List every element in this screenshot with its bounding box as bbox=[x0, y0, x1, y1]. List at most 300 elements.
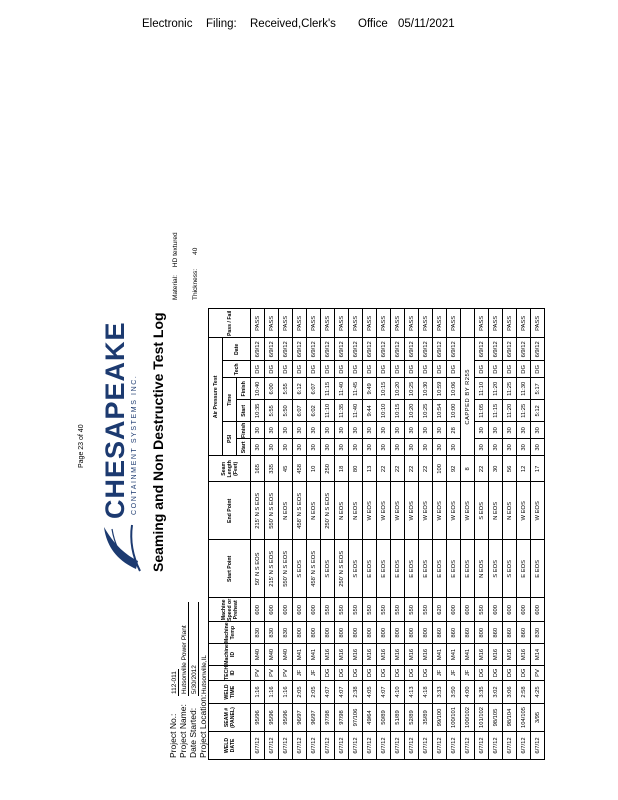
cell-mi: M41 bbox=[461, 644, 475, 666]
cell-ep: W EOS bbox=[377, 482, 391, 540]
cell-t2: 11:45 bbox=[349, 378, 363, 400]
cell-ms: 600 bbox=[489, 598, 503, 622]
cell-pf: PASS bbox=[377, 309, 391, 338]
table-row bbox=[307, 309, 321, 760]
cell-p2: 30 bbox=[251, 422, 265, 439]
cell-sp: S EOS bbox=[321, 540, 335, 598]
cell-t: PV bbox=[279, 665, 293, 680]
cell-t2: 5:55 bbox=[279, 378, 293, 400]
cell-sp: E EOS bbox=[377, 540, 391, 598]
document-title: Seaming and Non Destructive Test Log bbox=[150, 312, 166, 572]
cell-p1: 30 bbox=[433, 439, 447, 456]
cell-p1: 30 bbox=[265, 439, 279, 456]
cell-p1: 30 bbox=[363, 439, 377, 456]
cell-mi: M16 bbox=[517, 644, 531, 666]
cell-wt: 4:00 bbox=[461, 681, 475, 704]
cell-t2: 10:20 bbox=[391, 378, 405, 400]
cell-pf: PASS bbox=[503, 309, 517, 338]
col-psi-start: Start bbox=[237, 439, 251, 456]
cell-sp: E EOS bbox=[405, 540, 419, 598]
cell-p2: 28 bbox=[447, 422, 461, 439]
cell-t1: 10:00 bbox=[447, 400, 461, 422]
cell-pf: PASS bbox=[517, 309, 531, 338]
cell-t1: 5:12 bbox=[531, 400, 545, 422]
cell-p1: 30 bbox=[531, 439, 545, 456]
cell-d: 6/7/12 bbox=[251, 732, 265, 760]
project-location-value: Hutsonville,IL bbox=[201, 602, 209, 696]
cell-d: 6/7/12 bbox=[447, 732, 461, 760]
cell-mt: 800 bbox=[391, 622, 405, 644]
cell-s: 96/97 bbox=[293, 704, 307, 732]
cell-s: 95/96 bbox=[251, 704, 265, 732]
cell-d: 6/7/12 bbox=[377, 732, 391, 760]
cell-dt: 6/9/12 bbox=[279, 338, 293, 361]
cell-t2: 11:20 bbox=[489, 378, 503, 400]
cell-dt: 6/9/12 bbox=[307, 338, 321, 361]
cell-t: DG bbox=[475, 665, 489, 680]
cell-ms: 600 bbox=[461, 598, 475, 622]
cell-p1: 30 bbox=[279, 439, 293, 456]
cell-wt: 3:50 bbox=[447, 681, 461, 704]
cell-sl: 250 bbox=[321, 456, 335, 482]
cell-t1: 10:54 bbox=[433, 400, 447, 422]
cell-pf: PASS bbox=[447, 309, 461, 338]
cell-ep: W EOS bbox=[517, 482, 531, 540]
cell-sp: S EOS bbox=[293, 540, 307, 598]
logo-subtitle: CONTAINMENT SYSTEMS INC. bbox=[131, 374, 138, 515]
cell-sl: 17 bbox=[531, 456, 545, 482]
cell-p1: 30 bbox=[503, 439, 517, 456]
table-row bbox=[251, 309, 265, 760]
cell-sp: E EOS bbox=[531, 540, 545, 598]
cell-dt: 6/9/12 bbox=[377, 338, 391, 361]
cell-ep: N EOS bbox=[307, 482, 321, 540]
col-weld-time: WELD TIME bbox=[209, 681, 251, 704]
cell-te: DG bbox=[475, 361, 489, 378]
cell-sl: 45 bbox=[279, 456, 293, 482]
cell-ms: 600 bbox=[517, 598, 531, 622]
cell-p2: 30 bbox=[307, 422, 321, 439]
cell-te: DG bbox=[517, 361, 531, 378]
cell-t1: 6:02 bbox=[307, 400, 321, 422]
cell-d: 6/7/12 bbox=[321, 732, 335, 760]
cell-ep: W EOS bbox=[433, 482, 447, 540]
table-row bbox=[391, 309, 405, 760]
cell-p1: 30 bbox=[405, 439, 419, 456]
cell-s: 98/104 bbox=[503, 704, 517, 732]
cell-ep: W EOS bbox=[391, 482, 405, 540]
cell-s: 100/102 bbox=[461, 704, 475, 732]
cell-t1: 10:15 bbox=[391, 400, 405, 422]
cell-p1: 30 bbox=[335, 439, 349, 456]
cell-d: 6/7/12 bbox=[405, 732, 419, 760]
cell-t: DG bbox=[503, 665, 517, 680]
cell-p1: 30 bbox=[349, 439, 363, 456]
cell-mi: M41 bbox=[433, 644, 447, 666]
cell-sl: 56 bbox=[503, 456, 517, 482]
cell-p2: 30 bbox=[405, 422, 419, 439]
cell-t2: 11:10 bbox=[475, 378, 489, 400]
cell-dt: 6/9/12 bbox=[433, 338, 447, 361]
table-row bbox=[265, 309, 279, 760]
cell-t2: 9:49 bbox=[363, 378, 377, 400]
table-row bbox=[377, 309, 391, 760]
cell-t2: 6:12 bbox=[293, 378, 307, 400]
cell-sp: E EOS bbox=[419, 540, 433, 598]
cell-ms: 600 bbox=[293, 598, 307, 622]
cell-p2: 30 bbox=[293, 422, 307, 439]
table-row bbox=[489, 309, 503, 760]
cell-p1: 30 bbox=[447, 439, 461, 456]
cell-p1: 30 bbox=[475, 439, 489, 456]
cell-p2: 30 bbox=[265, 422, 279, 439]
cell-te: DG bbox=[405, 361, 419, 378]
test-log-rows bbox=[251, 309, 545, 760]
test-log-table bbox=[208, 308, 545, 760]
logo-name: CHESAPEAKE bbox=[100, 321, 130, 519]
cell-te: DG bbox=[307, 361, 321, 378]
cell-d: 6/7/12 bbox=[279, 732, 293, 760]
filing-header-office: Office bbox=[358, 18, 388, 30]
cell-sl: 22 bbox=[475, 456, 489, 482]
cell-t1: 6:07 bbox=[293, 400, 307, 422]
cell-t: JF bbox=[447, 665, 461, 680]
cell-ms: 550 bbox=[475, 598, 489, 622]
cell-dt: 6/9/12 bbox=[335, 338, 349, 361]
cell-sl: 22 bbox=[419, 456, 433, 482]
filing-header-electronic: Electronic bbox=[142, 18, 193, 30]
col-time-start: Start bbox=[237, 400, 251, 422]
col-psi: PSI bbox=[223, 422, 237, 456]
cell-s: 100/101 bbox=[447, 704, 461, 732]
cell-t: DG bbox=[405, 665, 419, 680]
cell-wt: 1:16 bbox=[265, 681, 279, 704]
cell-mt: 800 bbox=[321, 622, 335, 644]
cell-sp: S EOS bbox=[489, 540, 503, 598]
cell-t2: 11:30 bbox=[517, 378, 531, 400]
cell-s: 52/89 bbox=[405, 704, 419, 732]
cell-t1: 11:25 bbox=[517, 400, 531, 422]
cell-ms: 600 bbox=[279, 598, 293, 622]
cell-mt: 860 bbox=[447, 622, 461, 644]
cell-t1: 11:10 bbox=[321, 400, 335, 422]
cell-t1: 11:05 bbox=[475, 400, 489, 422]
cell-mt: 830 bbox=[279, 622, 293, 644]
material-row bbox=[172, 232, 179, 300]
table-row bbox=[503, 309, 517, 760]
cell-s: 97/106 bbox=[349, 704, 363, 732]
cell-mt: 830 bbox=[265, 622, 279, 644]
cell-mt: 800 bbox=[335, 622, 349, 644]
cell-s: 98/105 bbox=[489, 704, 503, 732]
cell-te: DG bbox=[335, 361, 349, 378]
cell-t2: 10:06 bbox=[447, 378, 461, 400]
cell-wt: 1:16 bbox=[279, 681, 293, 704]
cell-dt: 6/9/12 bbox=[447, 338, 461, 361]
project-name-value: Hutsonville Power Plant bbox=[181, 602, 189, 696]
cell-sp: E EOS bbox=[363, 540, 377, 598]
cell-d: 6/7/12 bbox=[419, 732, 433, 760]
cell-ep: W EOS bbox=[461, 482, 475, 540]
cell-wt: 2:58 bbox=[517, 681, 531, 704]
cell-t: DG bbox=[419, 665, 433, 680]
cell-t: DG bbox=[321, 665, 335, 680]
cell-pf: PASS bbox=[335, 309, 349, 338]
cell-wt: 4:18 bbox=[419, 681, 433, 704]
cell-dt: 6/9/12 bbox=[391, 338, 405, 361]
cell-t2: 11:15 bbox=[321, 378, 335, 400]
cell-ms: 550 bbox=[321, 598, 335, 622]
cell-te: DG bbox=[279, 361, 293, 378]
cell-wt: 4:07 bbox=[321, 681, 335, 704]
date-started-label: Date Started: bbox=[188, 707, 198, 758]
cell-sl: 10 bbox=[307, 456, 321, 482]
cell-t1: 11:15 bbox=[489, 400, 503, 422]
cell-ms: 550 bbox=[335, 598, 349, 622]
cell-te: DG bbox=[419, 361, 433, 378]
cell-pf: PASS bbox=[279, 309, 293, 338]
cell-mt: 860 bbox=[461, 622, 475, 644]
cell-sp: S EOS bbox=[349, 540, 363, 598]
col-air-pressure-test: Air Pressure Test bbox=[209, 338, 223, 456]
cell-te: DG bbox=[363, 361, 377, 378]
cell-wt: 2:05 bbox=[307, 681, 321, 704]
cell-ms: 600 bbox=[503, 598, 517, 622]
col-tech-id: TECH ID bbox=[209, 665, 251, 680]
cell-p1: 30 bbox=[251, 439, 265, 456]
cell-t: DG bbox=[335, 665, 349, 680]
table-row bbox=[461, 309, 475, 760]
project-name-label: Project Name: bbox=[178, 704, 188, 758]
cell-dt: 6/9/12 bbox=[363, 338, 377, 361]
cell-ms: 600 bbox=[447, 598, 461, 622]
cell-pf: PASS bbox=[349, 309, 363, 338]
project-location-label: Project Location: bbox=[198, 694, 208, 758]
cell-t: DG bbox=[377, 665, 391, 680]
cell-te: DG bbox=[503, 361, 517, 378]
cell-sl: 22 bbox=[405, 456, 419, 482]
cell-p2: 30 bbox=[349, 422, 363, 439]
cell-t2: 6:07 bbox=[307, 378, 321, 400]
cell-p2: 30 bbox=[321, 422, 335, 439]
col-machine-id: Machine ID bbox=[209, 644, 251, 666]
cell-ep: W EOS bbox=[447, 482, 461, 540]
cell-t: PV bbox=[265, 665, 279, 680]
cell-s: 95/96 bbox=[265, 704, 279, 732]
cell-pf: PASS bbox=[419, 309, 433, 338]
cell-d: 6/7/12 bbox=[293, 732, 307, 760]
cell-t1: 9:44 bbox=[363, 400, 377, 422]
cell-dt: 6/9/12 bbox=[531, 338, 545, 361]
cell-sl: 30 bbox=[489, 456, 503, 482]
cell-sl: 458 bbox=[293, 456, 307, 482]
cell-mt: 860 bbox=[489, 622, 503, 644]
material-label: Material: bbox=[172, 275, 179, 300]
cell-pf: PASS bbox=[405, 309, 419, 338]
cell-ep: N EOS bbox=[503, 482, 517, 540]
cell-t2: 11:25 bbox=[503, 378, 517, 400]
cell-pf: PASS bbox=[391, 309, 405, 338]
cell-capped: CAPPED BY R255 bbox=[461, 338, 475, 456]
cell-sp: E EOS bbox=[391, 540, 405, 598]
cell-sp: S EOS bbox=[503, 540, 517, 598]
cell-wt: 4:25 bbox=[531, 681, 545, 704]
col-psi-finish: Finish bbox=[237, 422, 251, 439]
cell-mi: M16 bbox=[321, 644, 335, 666]
cell-p1: 30 bbox=[419, 439, 433, 456]
cell-d: 6/7/12 bbox=[433, 732, 447, 760]
col-time-finish: Finish bbox=[237, 378, 251, 400]
cell-d: 6/7/12 bbox=[517, 732, 531, 760]
cell-dt: 6/9/12 bbox=[517, 338, 531, 361]
table-row bbox=[279, 309, 293, 760]
cell-ep: W EOS bbox=[405, 482, 419, 540]
cell-t: JF bbox=[293, 665, 307, 680]
material-value: HD textured bbox=[172, 232, 179, 268]
cell-mt: 800 bbox=[405, 622, 419, 644]
cell-s: 35/89 bbox=[419, 704, 433, 732]
cell-wt: 3:02 bbox=[489, 681, 503, 704]
cell-d: 6/7/12 bbox=[335, 732, 349, 760]
filing-header-date: 05/11/2021 bbox=[398, 18, 455, 30]
cell-pf: PASS bbox=[251, 309, 265, 338]
cell-te: DG bbox=[293, 361, 307, 378]
table-row bbox=[335, 309, 349, 760]
cell-pf: PASS bbox=[321, 309, 335, 338]
cell-p1: 30 bbox=[391, 439, 405, 456]
date-started-value: 5/30/2012 bbox=[191, 602, 199, 696]
cell-ep: 215' N S EOS bbox=[251, 482, 265, 540]
cell-ep: 250' N S EOS bbox=[321, 482, 335, 540]
cell-mi: M40 bbox=[251, 644, 265, 666]
col-machine-temp: Machine Temp bbox=[209, 622, 251, 644]
table-row bbox=[349, 309, 363, 760]
cell-mi: M40 bbox=[265, 644, 279, 666]
cell-ms: 600 bbox=[251, 598, 265, 622]
cell-pf: PASS bbox=[489, 309, 503, 338]
cell-mi: M16 bbox=[475, 644, 489, 666]
cell-mt: 860 bbox=[503, 622, 517, 644]
cell-p2: 30 bbox=[489, 422, 503, 439]
table-row bbox=[447, 309, 461, 760]
thickness-row bbox=[192, 248, 199, 300]
cell-t: DG bbox=[391, 665, 405, 680]
cell-ep: N EOS bbox=[335, 482, 349, 540]
cell-mi: M16 bbox=[503, 644, 517, 666]
cell-sl: 18 bbox=[335, 456, 349, 482]
cell-ep: W EOS bbox=[531, 482, 545, 540]
cell-mt: 800 bbox=[293, 622, 307, 644]
cell-p2: 30 bbox=[433, 422, 447, 439]
col-machine-speed: Machine Speed or Preheat bbox=[209, 598, 251, 622]
cell-sl: 22 bbox=[391, 456, 405, 482]
cell-mi: M14 bbox=[531, 644, 545, 666]
cell-te: DG bbox=[265, 361, 279, 378]
cell-t1: 11:40 bbox=[349, 400, 363, 422]
cell-mi: M41 bbox=[447, 644, 461, 666]
table-row bbox=[321, 309, 335, 760]
cell-ep: N EOS bbox=[349, 482, 363, 540]
cell-t: JF bbox=[461, 665, 475, 680]
cell-te: DG bbox=[349, 361, 363, 378]
project-no-value: 112-011 bbox=[171, 671, 178, 694]
cell-ep: W EOS bbox=[419, 482, 433, 540]
cell-t1: 11:20 bbox=[503, 400, 517, 422]
cell-te: DG bbox=[391, 361, 405, 378]
cell-wt: 3:33 bbox=[433, 681, 447, 704]
cell-pf: PASS bbox=[293, 309, 307, 338]
project-no-label: Project No.: bbox=[168, 713, 178, 758]
thickness-label: Thickness: bbox=[192, 268, 199, 300]
cell-wt: 4:07 bbox=[377, 681, 391, 704]
cell-p2: 30 bbox=[503, 422, 517, 439]
cell-p1: 30 bbox=[489, 439, 503, 456]
cell-ep: N EOS bbox=[489, 482, 503, 540]
cell-sp: 250' N S EOS bbox=[335, 540, 349, 598]
cell-dt: 6/9/12 bbox=[293, 338, 307, 361]
company-logo bbox=[98, 323, 148, 573]
cell-d: 6/7/12 bbox=[461, 732, 475, 760]
cell-s: 95/96 bbox=[279, 704, 293, 732]
cell-mi: M16 bbox=[391, 644, 405, 666]
cell-t: DG bbox=[349, 665, 363, 680]
cell-sp: 458' N S EOS bbox=[307, 540, 321, 598]
cell-te: DG bbox=[447, 361, 461, 378]
cell-sp: E EOS bbox=[433, 540, 447, 598]
cell-sp: 550' N S EOS bbox=[279, 540, 293, 598]
col-start-point: Start Point bbox=[209, 540, 251, 598]
cell-p2: 30 bbox=[419, 422, 433, 439]
cell-pf: PASS bbox=[307, 309, 321, 338]
cell-sl: 100 bbox=[433, 456, 447, 482]
cell-ms: 550 bbox=[349, 598, 363, 622]
cell-ms: 550 bbox=[419, 598, 433, 622]
cell-t2: 10:40 bbox=[251, 378, 265, 400]
cell-ms: 550 bbox=[363, 598, 377, 622]
cell-t1: 10:35 bbox=[251, 400, 265, 422]
cell-mi: M40 bbox=[279, 644, 293, 666]
cell-dt: 6/9/12 bbox=[489, 338, 503, 361]
cell-t1: 11:35 bbox=[335, 400, 349, 422]
cell-s: 104/105 bbox=[517, 704, 531, 732]
cell-t1: 5:50 bbox=[279, 400, 293, 422]
cell-wt: 4:10 bbox=[391, 681, 405, 704]
cell-d: 6/7/12 bbox=[531, 732, 545, 760]
cell-ep: W EOS bbox=[363, 482, 377, 540]
cell-dt: 6/9/12 bbox=[251, 338, 265, 361]
cell-mt: 830 bbox=[251, 622, 265, 644]
table-row bbox=[405, 309, 419, 760]
cell-sp: E EOS bbox=[461, 540, 475, 598]
cell-ep: 458' N S EOS bbox=[293, 482, 307, 540]
cell-p1: 30 bbox=[293, 439, 307, 456]
cell-t: PV bbox=[531, 665, 545, 680]
cell-p2: 30 bbox=[391, 422, 405, 439]
cell-t1: 10:25 bbox=[419, 400, 433, 422]
table-row bbox=[419, 309, 433, 760]
cell-t1: 5:55 bbox=[265, 400, 279, 422]
col-apt-tech: Tech bbox=[223, 361, 251, 378]
cell-sl: 8 bbox=[461, 456, 475, 482]
col-time: Time bbox=[223, 378, 237, 422]
cell-p2: 30 bbox=[517, 422, 531, 439]
chesapeake-logo-icon bbox=[98, 523, 144, 573]
cell-p2: 30 bbox=[531, 422, 545, 439]
cell-mt: 860 bbox=[433, 622, 447, 644]
cell-t: PV bbox=[251, 665, 265, 680]
table-row bbox=[293, 309, 307, 760]
cell-sl: 13 bbox=[363, 456, 377, 482]
